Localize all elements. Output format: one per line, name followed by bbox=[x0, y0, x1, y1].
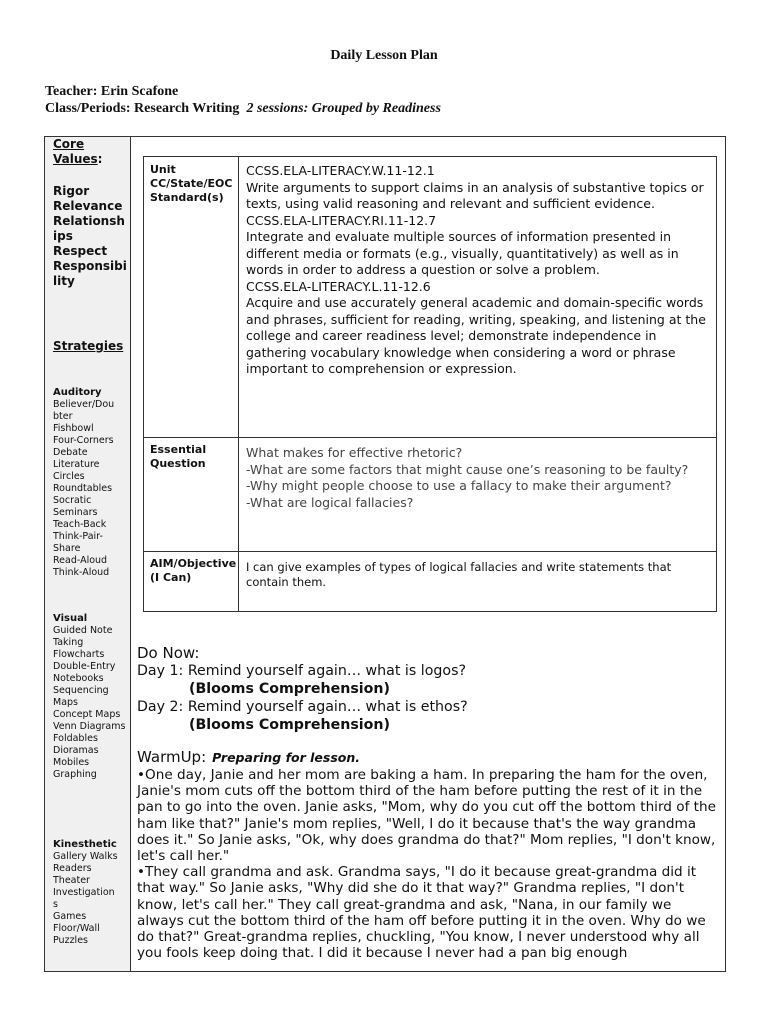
auditory-list bbox=[53, 399, 129, 579]
standards-table bbox=[143, 156, 717, 612]
column-divider bbox=[238, 157, 239, 611]
question-line: -What are logical fallacies? bbox=[246, 494, 414, 510]
question-line: What makes for effective rhetoric? bbox=[246, 445, 463, 460]
strategy-item: Sequencing Maps bbox=[53, 685, 109, 708]
warmup-subheading: Preparing for lesson. bbox=[212, 750, 361, 765]
strategy-item: Roundtables bbox=[53, 483, 113, 494]
strategy-item: Read-Aloud bbox=[53, 555, 108, 566]
standard-description: Integrate and evaluate multiple sources of information presented in different media or formats (e.g., visually, quantitatively) as well as in words in order to address a question or solve a problem. bbox=[246, 229, 679, 277]
bloom-level: (Blooms Comprehension) bbox=[189, 717, 391, 733]
sidebar bbox=[45, 137, 131, 971]
core-value: Relationships bbox=[53, 214, 125, 243]
question-line: -What are some factors that might cause one’s reasoning to be faulty? bbox=[246, 461, 689, 477]
strategy-item: Debate bbox=[53, 447, 88, 458]
visual-section bbox=[53, 613, 129, 781]
warmup-heading: WarmUp: bbox=[137, 748, 207, 766]
strategy-item: Floor/Wall Puzzles bbox=[53, 923, 100, 946]
bloom-level: (Blooms Comprehension) bbox=[189, 681, 391, 697]
strategy-item: Teach-Back bbox=[53, 519, 107, 530]
strategy-item: Foldables bbox=[53, 733, 98, 744]
standard-code: CCSS.ELA-LITERACY.W.11-12.1 bbox=[246, 163, 435, 178]
kinesthetic-list bbox=[53, 851, 129, 947]
standards-text bbox=[246, 163, 712, 378]
warmup-heading-row bbox=[137, 748, 717, 767]
lesson-body bbox=[137, 644, 717, 961]
standard-code: CCSS.ELA-LITERACY.L.11-12.6 bbox=[246, 278, 431, 294]
core-values-list bbox=[53, 184, 129, 289]
strategy-item: Graphing bbox=[53, 769, 97, 780]
strategy-item: Flowcharts bbox=[53, 649, 105, 660]
strategy-item: Concept Maps bbox=[53, 709, 121, 720]
strategy-item: Think-Pair-Share bbox=[53, 531, 103, 554]
strategy-item: Venn Diagrams bbox=[53, 721, 126, 732]
visual-heading: Visual bbox=[53, 613, 88, 624]
teacher-line: Teacher: Erin Scafone bbox=[45, 84, 179, 99]
strategy-item: Literature Circles bbox=[53, 459, 100, 482]
aim-text: I can give examples of types of logical fallacies and write statements that contain them. bbox=[246, 560, 672, 589]
visual-list bbox=[53, 625, 129, 781]
strategy-item: Double-Entry Notebooks bbox=[53, 661, 116, 684]
strategy-item: Gallery Walks bbox=[53, 851, 118, 862]
row-divider bbox=[144, 551, 716, 552]
warmup-paragraph: •One day, Janie and her mom are baking a ham. In preparing the ham for the oven, Janie's mom cuts off the bottom third of the ham before putting the rest of it in the pan to go into the oven. Janie asks, "Mom, why do you cut off the bottom third of the ham like that?" Janie's mom replies, "Well, I do it because that's the way grandma does it." So Janie asks, "Ok, why does grandma do that?" Mom replies, "I don't know, let's call her." bbox=[137, 767, 716, 865]
warmup-paragraph: •They call grandma and ask. Grandma says, "I do it because great-grandma did it that way." So Janie asks, "Why did she do it that way?" Grandma replies, "I don't know, let's call her." They call great-grandma and ask, "Nana, in our family we always cut the bottom third of the ham off before putting it in the oven. Why do we do that?" Great-grandma replies, chuckling, "You know, I never understood why all you fools keep doing that. I did it because I never had a pan big enough bbox=[137, 864, 706, 962]
strategy-item: Guided Note Taking bbox=[53, 625, 113, 648]
do-now-day1: Day 1: Remind yourself again… what is logos? bbox=[137, 663, 466, 679]
standard-description: Acquire and use accurately general academic and domain-specific words and phrases, sufficient for reading, writing, speaking, and listening at the college and career readiness level; demonstrate independence in gathering vocabulary knowledge when considering a word or phrase important to comprehension or expression. bbox=[246, 295, 706, 376]
aim-label: AIM/Objective (I Can) bbox=[150, 557, 237, 584]
class-line bbox=[45, 101, 441, 117]
core-value: Responsibility bbox=[53, 259, 127, 288]
do-now-heading: Do Now: bbox=[137, 644, 200, 662]
strategies-heading: Strategies bbox=[53, 339, 124, 353]
strategy-item: Believer/Dou bter bbox=[53, 399, 115, 422]
auditory-section bbox=[53, 387, 129, 579]
essential-question-label: Essential Question bbox=[150, 443, 207, 470]
auditory-heading: Auditory bbox=[53, 387, 102, 398]
standards-label: Unit CC/State/EOC Standard(s) bbox=[150, 163, 233, 204]
strategy-item: Think-Aloud bbox=[53, 567, 110, 578]
core-values-heading: Core Values: bbox=[53, 137, 103, 166]
strategy-item: Games bbox=[53, 911, 87, 922]
core-value: Respect bbox=[53, 244, 108, 258]
question-line: -Why might people choose to use a fallacy to make their argument? bbox=[246, 478, 672, 493]
strategy-item: Four-Corners bbox=[53, 435, 114, 446]
strategy-item: Fishbowl bbox=[53, 423, 94, 434]
strategy-item: Readers Theater bbox=[53, 863, 92, 886]
class-sessions: 2 sessions: Grouped by Readiness bbox=[246, 101, 441, 116]
strategy-item: Mobiles bbox=[53, 757, 90, 768]
strategy-item: Socratic Seminars bbox=[53, 495, 98, 518]
standard-code: CCSS.ELA-LITERACY.RI.11-12.7 bbox=[246, 212, 437, 228]
standard-description: Write arguments to support claims in an analysis of substantive topics or texts, using valid reasoning and relevant and sufficient evidence. bbox=[246, 179, 704, 211]
strategy-item: Investigation s bbox=[53, 887, 115, 910]
row-divider bbox=[144, 437, 716, 438]
class-label: Class/Periods: Research Writing bbox=[45, 101, 240, 116]
core-value: Rigor bbox=[53, 184, 90, 198]
document-title: Daily Lesson Plan bbox=[330, 48, 438, 63]
do-now-day2: Day 2: Remind yourself again… what is ethos? bbox=[137, 699, 468, 715]
strategy-item: Dioramas bbox=[53, 745, 99, 756]
core-value: Relevance bbox=[53, 199, 123, 213]
kinesthetic-section bbox=[53, 839, 129, 947]
kinesthetic-heading: Kinesthetic bbox=[53, 839, 117, 850]
essential-question-text bbox=[246, 445, 712, 511]
